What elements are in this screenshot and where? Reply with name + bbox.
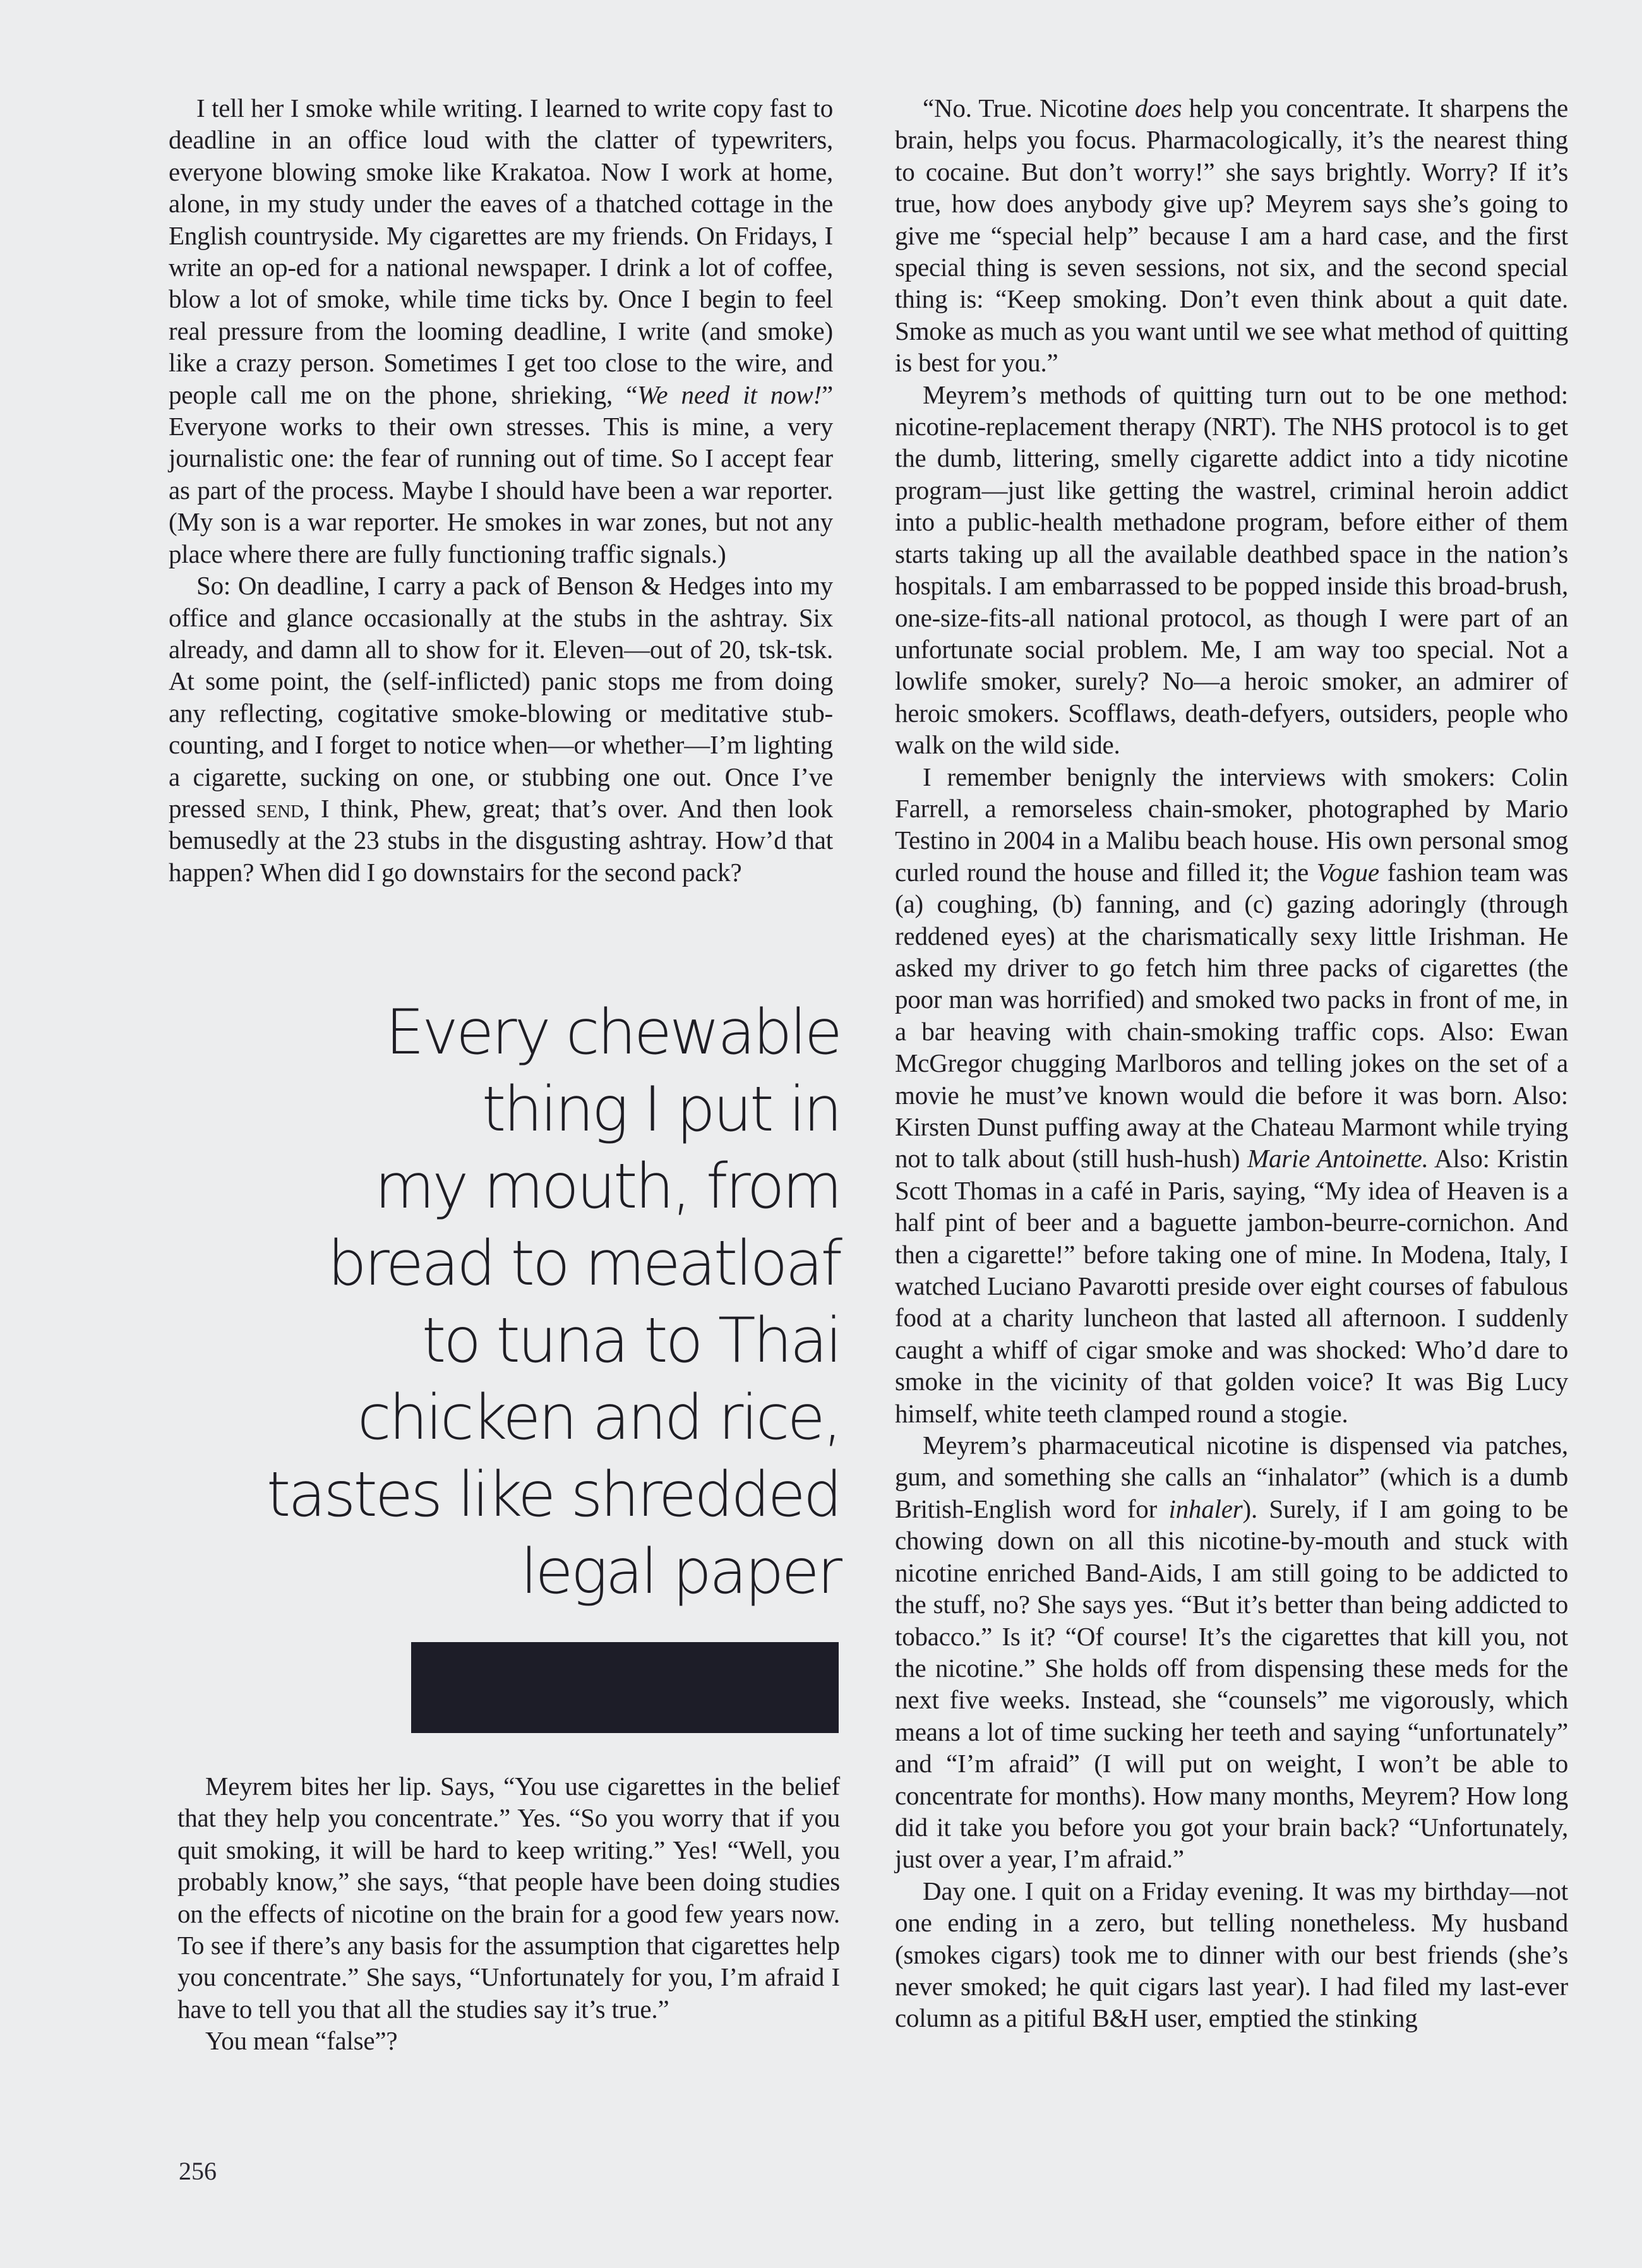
text-run-smallcaps: send	[256, 793, 304, 823]
body-paragraph	[895, 92, 1568, 379]
text-run: Meyrem’s pharmaceutical nicotine is dispensed via patches, gum, and something she calls an “inhalator” (which is a dumb British-English word for	[895, 1431, 1568, 1523]
body-paragraph	[895, 761, 1568, 1430]
pull-quote-line: tastes like shredded	[266, 1459, 840, 1531]
body-paragraph: You mean “false”?	[205, 2026, 398, 2056]
text-run: ” Everyone works to their own stresses. This is mine, a very journalistic one: the fear of running out of time. So I accept fear as part of the process. Maybe I should have been a war reporter. (My son is a war reporter. He smokes in war zones, but not any place where there are fully functioning traffic signals.)	[169, 380, 833, 568]
body-paragraph: Meyrem bites her lip. Says, “You use cigarettes in the belief that they help you concentrate.” Yes. “So you worry that if you quit smoking, it will be hard to keep writing.” Yes! “Well, you probably know,” she says, “that people have been doing studies on the effects of nicotine on the brain for a good few years now. To see if there’s any basis for the assumption that cigarettes help you concentrate.” She says, “Unfortunately for you, I’m afraid I have to tell you that all the studies say it’s true.”	[177, 1772, 840, 2024]
pull-quote-line: Every chewable	[385, 997, 840, 1069]
pull-quote-line: chicken and rice,	[357, 1382, 840, 1454]
pull-quote	[189, 994, 840, 1611]
text-run-italic: Marie Antoinette.	[1247, 1144, 1429, 1173]
body-paragraph: Meyrem’s methods of quitting turn out to be one method: nicotine-replacement therapy (NRT). The NHS protocol is to get the dumb, littering, smelly cigarette addict into a tidy nicotine program—just like getting the wastrel, criminal heroin addict into a public-health methadone program, before either of them starts taking up all the available deathbed space in the nation’s hospitals. I am embarrassed to be popped inside this broad-brush, one-size-fits-all national protocol, as though I were part of an unfortunate social problem. Me, I am way too special. Not a lowlife smoker, surely? No—a heroic smoker, an admirer of heroic smokers. Scofflaws, death-defyers, outsiders, people who walk on the wild side.	[895, 380, 1568, 760]
pull-quote-line: legal paper	[520, 1536, 840, 1608]
text-run: “No. True. Nicotine	[923, 93, 1135, 123]
text-run: So: On deadline, I carry a pack of Benson & Hedges into my office and glance occasionally at the stubs in the ashtray. Six already, and damn all to show for it. Eleven—out of 20, tsk-tsk. At some point, the (self-inflicted) panic stops me from doing any reflecting, cogitative smoke-blowing or meditative stub-counting, and I forget to notice when—or whether—I’m lighting a cigarette, sucking on one, or stubbing one out. Once I’ve pressed	[169, 571, 833, 823]
text-run: ). Surely, if I am going to be chowing down on all this nicotine-by-mouth and stuck with nicotine enriched Band-Aids, I am still going to be addicted to the stuff, no? She says yes. “But it’s better than being addicted to tobacco.” Is it? “Of course! It’s the cigarettes that kill you, not the nicotine.” She holds off from dispensing these meds for the next five weeks. Instead, she “counsels” me vigorously, which means a lot of time sucking her teeth and saying “unfortunately” and “I’m afraid” (I will put on weight, I won’t be able to concentrate for months). How many months, Meyrem? How long did it take you before you got your brain back? “Unfortunately, just over a year, I’m afraid.”	[895, 1494, 1568, 1874]
text-run: I remember benignly the interviews with smokers: Colin Farrell, a remorseless chain-smoker, photographed by Mario Testino in 2004 in a Malibu beach house. His own personal smog curled round the house and filled it; the	[895, 762, 1568, 887]
black-decorative-block	[411, 1642, 839, 1733]
text-run-italic: We need it now!	[637, 380, 822, 409]
text-run: help you concentrate. It sharpens the brain, helps you focus. Pharmacologically, it’s the nearest thing to cocaine. But don’t worry!” she says brightly. Worry? If it’s true, how does anybody give up? Meyrem says she’s going to give me “special help” because I am a hard case, and the first special thing is seven sessions, not six, and the second special thing is: “Keep smoking. Don’t even think about a quit date. Smoke as much as you want until we see what method of quitting is best for you.”	[895, 93, 1568, 378]
body-paragraph: Day one. I quit on a Friday evening. It was my birthday—not one ending in a zero, but telling nonetheless. My husband (smokes cigars) took me to dinner with our best friends (she’s never smoked; he quit cigars last year). I had filed my last-ever column as a pitiful B&H user, emptied the stinking	[895, 1876, 1568, 2033]
pull-quote-line: bread to meatloaf	[327, 1228, 840, 1300]
page-number: 256	[179, 2157, 217, 2185]
body-paragraph	[895, 1429, 1568, 1875]
text-run: Also: Kristin Scott Thomas in a café in Paris, saying, “My idea of Heaven is a half pint of beer and a baguette jambon-beurre-cornichon. And then a cigarette!” before taking one of mine. In Modena, Italy, I watched Luciano Pavarotti preside over eight courses of fabulous food at a charity luncheon that lasted all afternoon. I suddenly caught a whiff of cigar smoke and was shocked: Who’d dare to smoke in the vicinity of that golden voice? It was Big Lucy himself, white teeth clamped round a stogie.	[895, 1144, 1568, 1428]
text-run-italic: inhaler	[1168, 1494, 1243, 1523]
left-column-top	[169, 92, 833, 888]
pull-quote-line: thing I put in	[481, 1074, 840, 1146]
left-column-bottom	[177, 1770, 840, 2057]
right-column	[895, 92, 1568, 2034]
pull-quote-line: my mouth, from	[374, 1151, 840, 1223]
body-paragraph	[169, 92, 833, 570]
body-paragraph	[169, 570, 833, 888]
text-run-italic: Vogue	[1316, 857, 1379, 887]
text-run: I tell her I smoke while writing. I learned to write copy fast to deadline in an office loud with the clatter of typewriters, everyone blowing smoke like Krakatoa. Now I work at home, alone, in my study under the eaves of a thatched cottage in the English countryside. My cigarettes are my friends. On Fridays, I write an op-ed for a national newspaper. I drink a lot of coffee, blow a lot of smoke, while time ticks by. Once I begin to feel real pressure from the looming deadline, I write (and smoke) like a crazy person. Sometimes I get too close to the wire, and people call me on the phone, shrieking, “	[169, 93, 833, 409]
text-run: fashion team was (a) coughing, (b) fanning, and (c) gazing adoringly (through reddened eyes) at the charismatically sexy little Irishman. He asked my driver to go fetch him three packs of cigarettes (the poor man was horrified) and smoked two packs in front of me, in a bar heaving with chain-smoking traffic cops. Also: Ewan McGregor chugging Marlboros and telling jokes on the set of a movie he must’ve known would die before it was born. Also: Kirsten Dunst puffing away at the Chateau Marmont while trying not to talk about (still hush-hush)	[895, 857, 1568, 1173]
text-run-italic: does	[1134, 93, 1182, 123]
pull-quote-line: to tuna to Thai	[421, 1305, 840, 1377]
text-run: , I think, Phew, great; that’s over. And then look bemusedly at the 23 stubs in the disgusting ashtray. How’d that happen? When did I go downstairs for the second pack?	[169, 793, 833, 887]
